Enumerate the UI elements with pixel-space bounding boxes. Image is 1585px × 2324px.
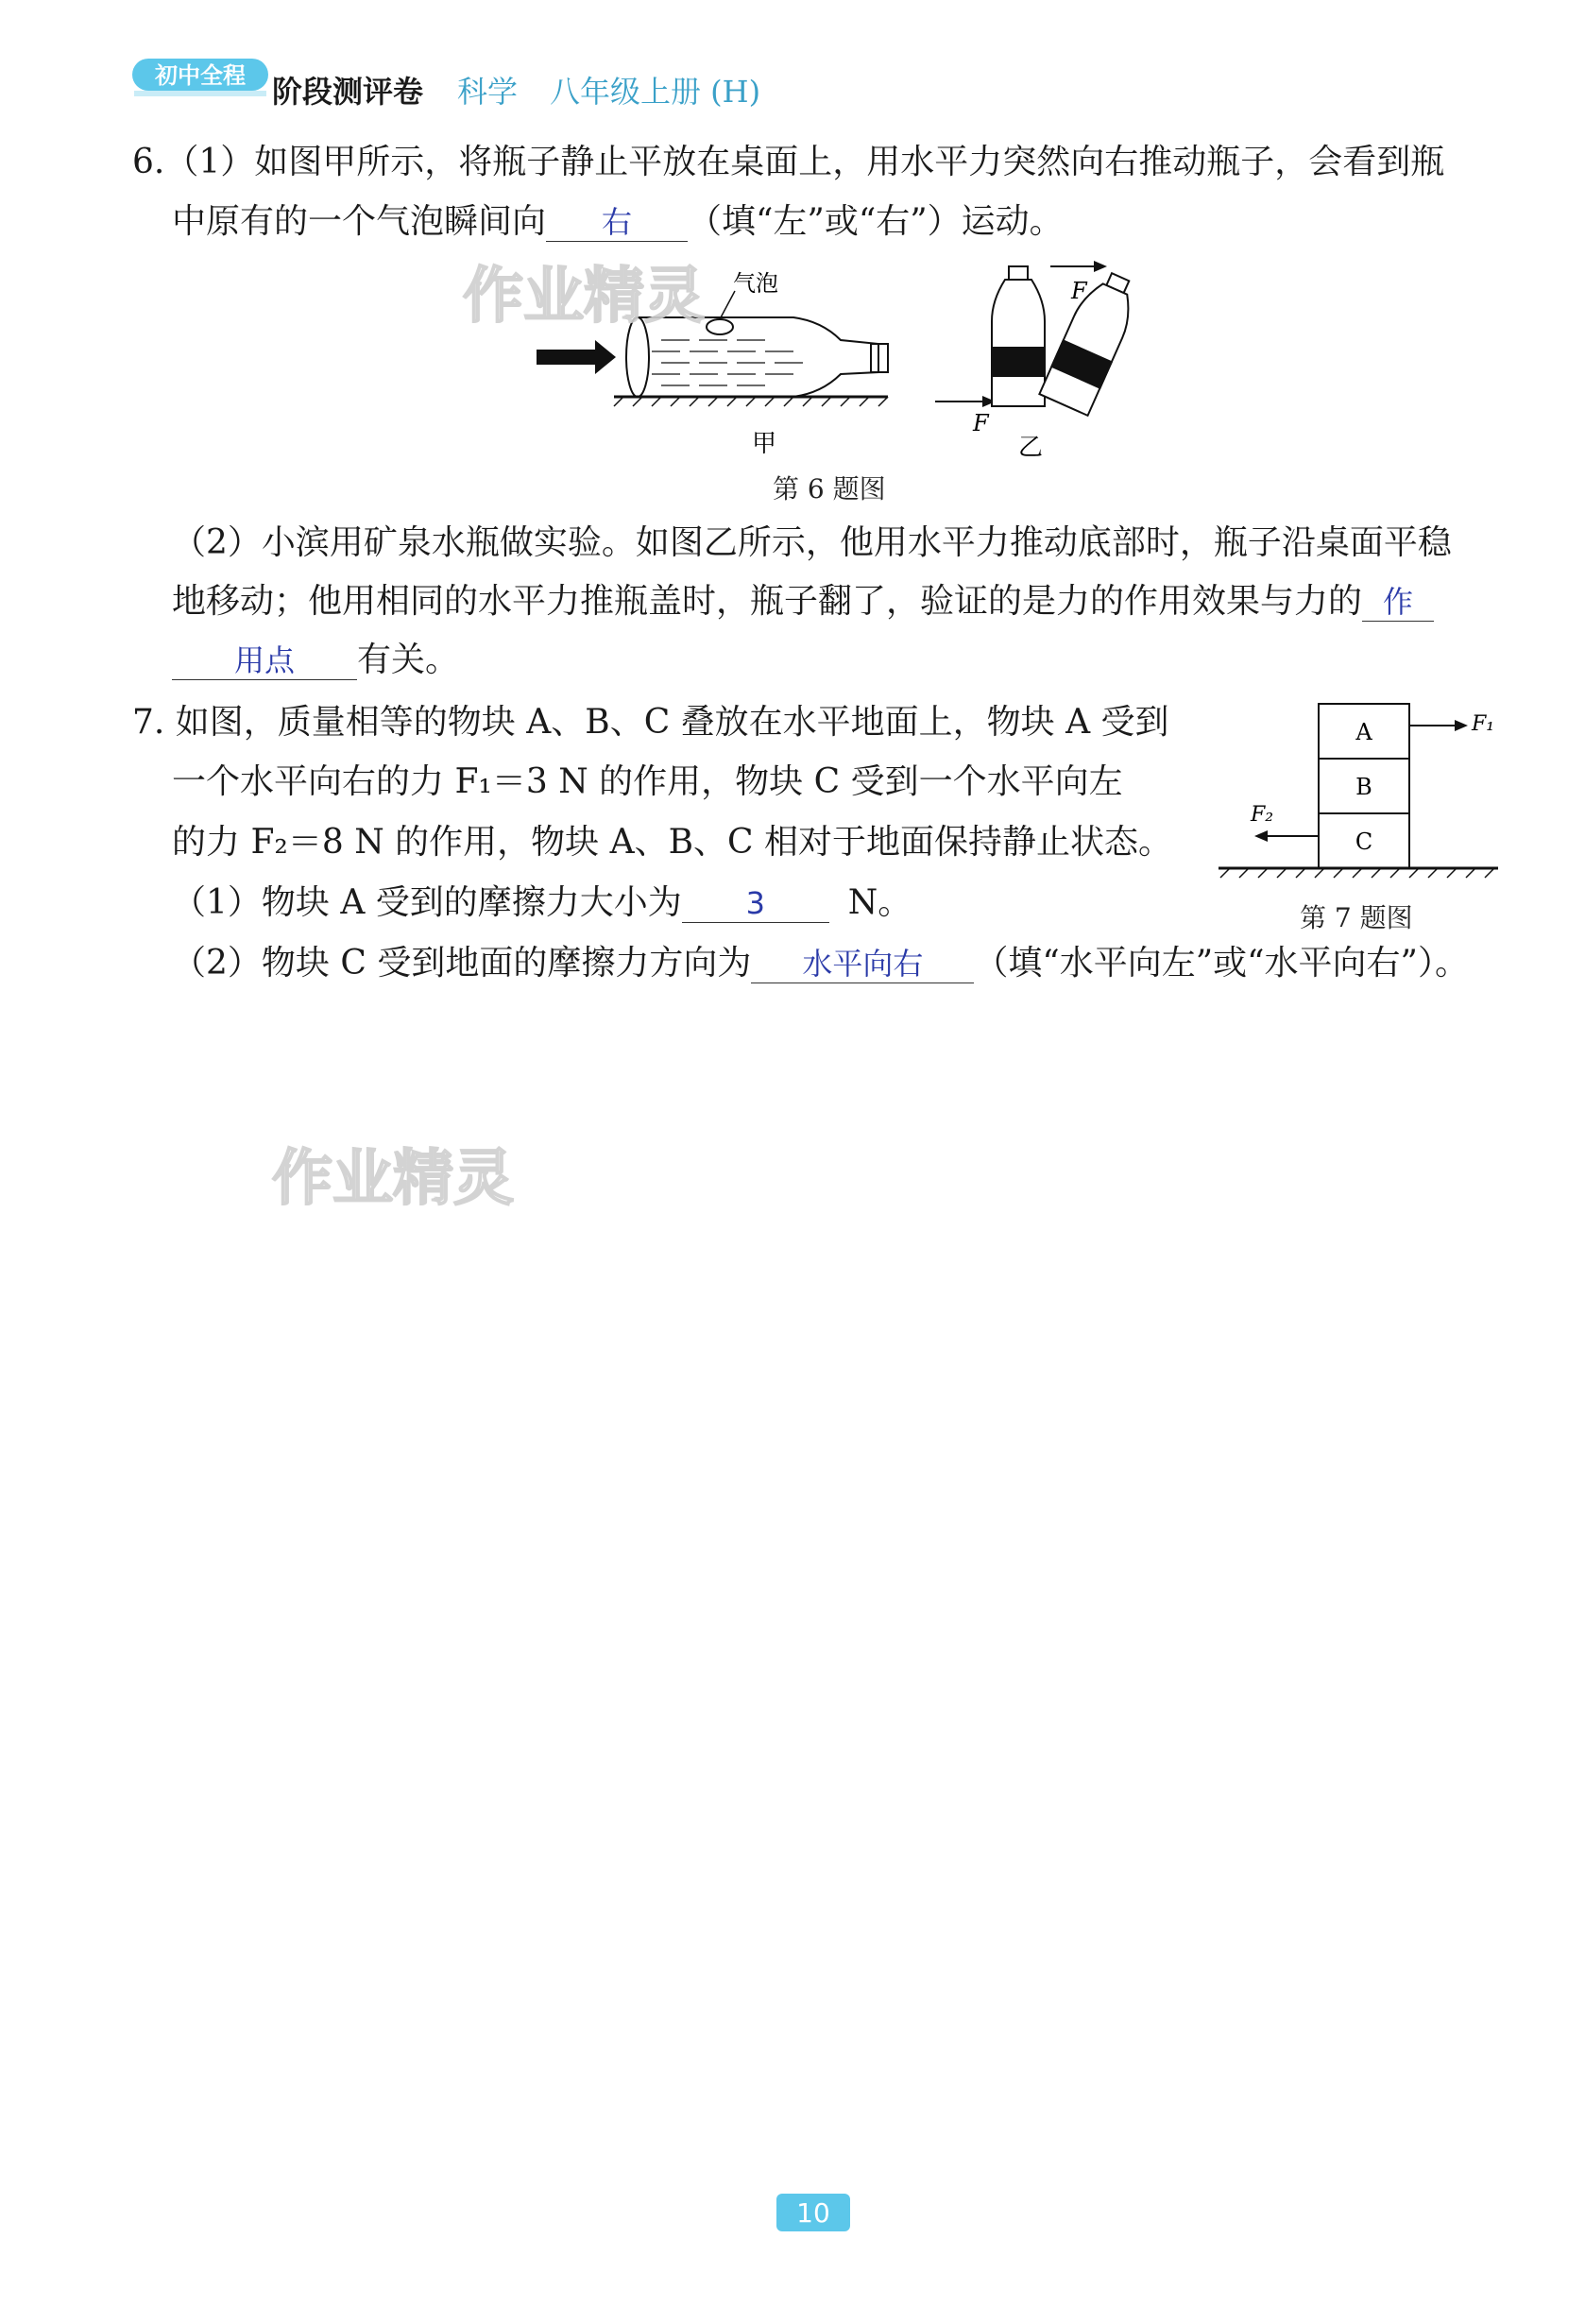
bubble-label: 气泡 <box>733 270 778 297</box>
F2-arrow-icon <box>1254 830 1268 842</box>
q6-answer-2b: 用点 <box>172 641 357 680</box>
q6-part2-line3: 用点 有关。 <box>172 640 459 681</box>
q7-line3: 的力 F₂＝8 N 的作用，物块 A、B、C 相对于地面保持静止状态。 <box>172 823 1173 862</box>
F-label-top: F <box>1071 278 1087 304</box>
q6-part2-line2: 地移动；他用相同的水平力推瓶盖时，瓶子翻了，验证的是力的作用效果与力的 作 <box>172 581 1434 623</box>
page-number-badge <box>776 2194 850 2231</box>
q6-part1-line1: 6.（1）如图甲所示，将瓶子静止平放在桌面上，用水平力突然向右推动瓶子，会看到瓶 <box>132 143 1445 181</box>
header-subject: 科学 <box>457 74 519 110</box>
push-arrow-icon <box>537 340 616 374</box>
q7-answer-2: 水平向右 <box>751 945 974 983</box>
fig-label-jia: 甲 <box>752 430 777 458</box>
q7-answer-1: 3 <box>682 884 829 923</box>
q6-part2-line1: （2）小滨用矿泉水瓶做实验。如图乙所示，他用水平力推动底部时，瓶子沿桌面平稳 <box>172 523 1452 562</box>
watermark-top: 作业精灵 <box>463 262 705 332</box>
fig-label-yi: 乙 <box>1018 434 1044 462</box>
figure-6-caption: 第 6 题图 <box>773 473 886 504</box>
series-badge-logo <box>130 55 270 98</box>
block-C-label: C <box>1355 829 1373 855</box>
q7-part2: （2）物块 C 受到地面的摩擦力方向为 水平向右 （填“水平向左”或“水平向右”）。 <box>172 944 1469 983</box>
F1-arrow-icon <box>1455 720 1468 731</box>
tilted-bottle <box>1039 266 1144 416</box>
q6-part1-line2: 中原有的一个气泡瞬间向 右 （填“左”或“右”）运动。 <box>172 202 1064 241</box>
header-title: 阶段测评卷 <box>272 74 424 110</box>
F-label-bottom: F <box>973 410 989 436</box>
upright-bottle <box>992 266 1045 406</box>
q7-line2: 一个水平向右的力 F₁＝3 N 的作用，物块 C 受到一个水平向左 <box>172 762 1123 801</box>
F1-label: F₁ <box>1472 712 1495 736</box>
header-grade: 八年级上册 (H) <box>550 74 761 110</box>
block-B-label: B <box>1355 774 1372 800</box>
q6-answer-1: 右 <box>546 203 688 242</box>
q7-part1: （1）物块 A 受到的摩擦力大小为 3 N。 <box>172 883 912 922</box>
q7-line1: 7. 如图，质量相等的物块 A、B、C 叠放在水平地面上，物块 A 受到 <box>132 703 1169 742</box>
watermark-middle: 作业精灵 <box>272 1144 514 1214</box>
figure-7 <box>1219 694 1502 897</box>
page-number: 10 <box>796 2197 830 2229</box>
F2-label: F₂ <box>1251 803 1274 827</box>
block-A-label: A <box>1355 719 1372 745</box>
figure-7-caption: 第 7 题图 <box>1300 902 1413 933</box>
badge-text: 初中全程 <box>155 62 246 89</box>
q6-answer-2a: 作 <box>1362 583 1434 622</box>
